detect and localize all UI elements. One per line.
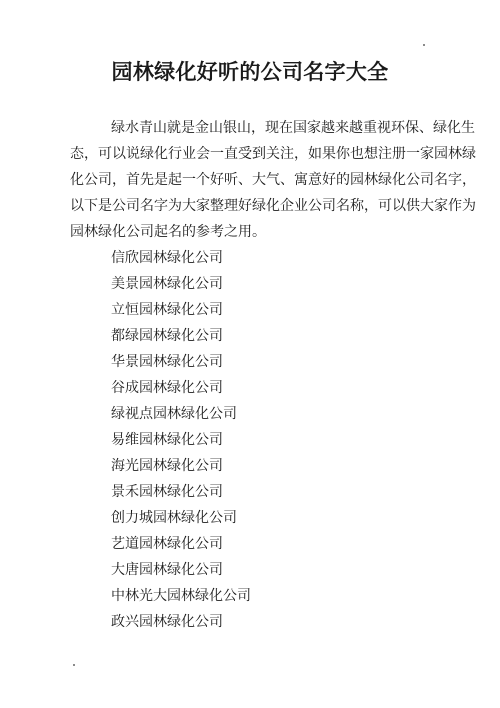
list-item: 政兴园林绿化公司 [111, 614, 223, 630]
list-item: 大唐园林绿化公司 [111, 562, 223, 578]
intro-line: 园林绿化公司起名的参考之用。 [70, 224, 266, 240]
page-title: 园林绿化好听的公司名字大全 [111, 60, 389, 84]
intro-line: 态，可以说绿化行业会一直受到关注，如果你也想注册一家园林绿 [70, 146, 476, 162]
list-item: 易维园林绿化公司 [111, 432, 223, 448]
list-item: 信欣园林绿化公司 [111, 250, 223, 266]
list-item: 创力城园林绿化公司 [111, 510, 237, 526]
scan-speck [423, 44, 425, 46]
list-item: 绿视点园林绿化公司 [111, 406, 237, 422]
list-item: 中林光大园林绿化公司 [111, 588, 251, 604]
company-name-list [111, 245, 251, 635]
list-item: 都绿园林绿化公司 [111, 328, 223, 344]
list-item: 海光园林绿化公司 [111, 458, 223, 474]
list-item: 立恒园林绿化公司 [111, 302, 223, 318]
list-item: 景禾园林绿化公司 [111, 484, 223, 500]
intro-line: 以下是公司名字为大家整理好绿化企业公司名称，可以供大家作为 [70, 198, 476, 214]
intro-paragraph [70, 115, 476, 245]
intro-line: 绿水青山就是金山银山，现在国家越来越重视环保、绿化生 [111, 120, 475, 136]
list-item: 谷成园林绿化公司 [111, 380, 223, 396]
scan-speck [73, 664, 75, 666]
list-item: 艺道园林绿化公司 [111, 536, 223, 552]
list-item: 美景园林绿化公司 [111, 276, 223, 292]
list-item: 华景园林绿化公司 [111, 354, 223, 370]
intro-line: 化公司，首先是起一个好听、大气、寓意好的园林绿化公司名字， [70, 172, 476, 188]
